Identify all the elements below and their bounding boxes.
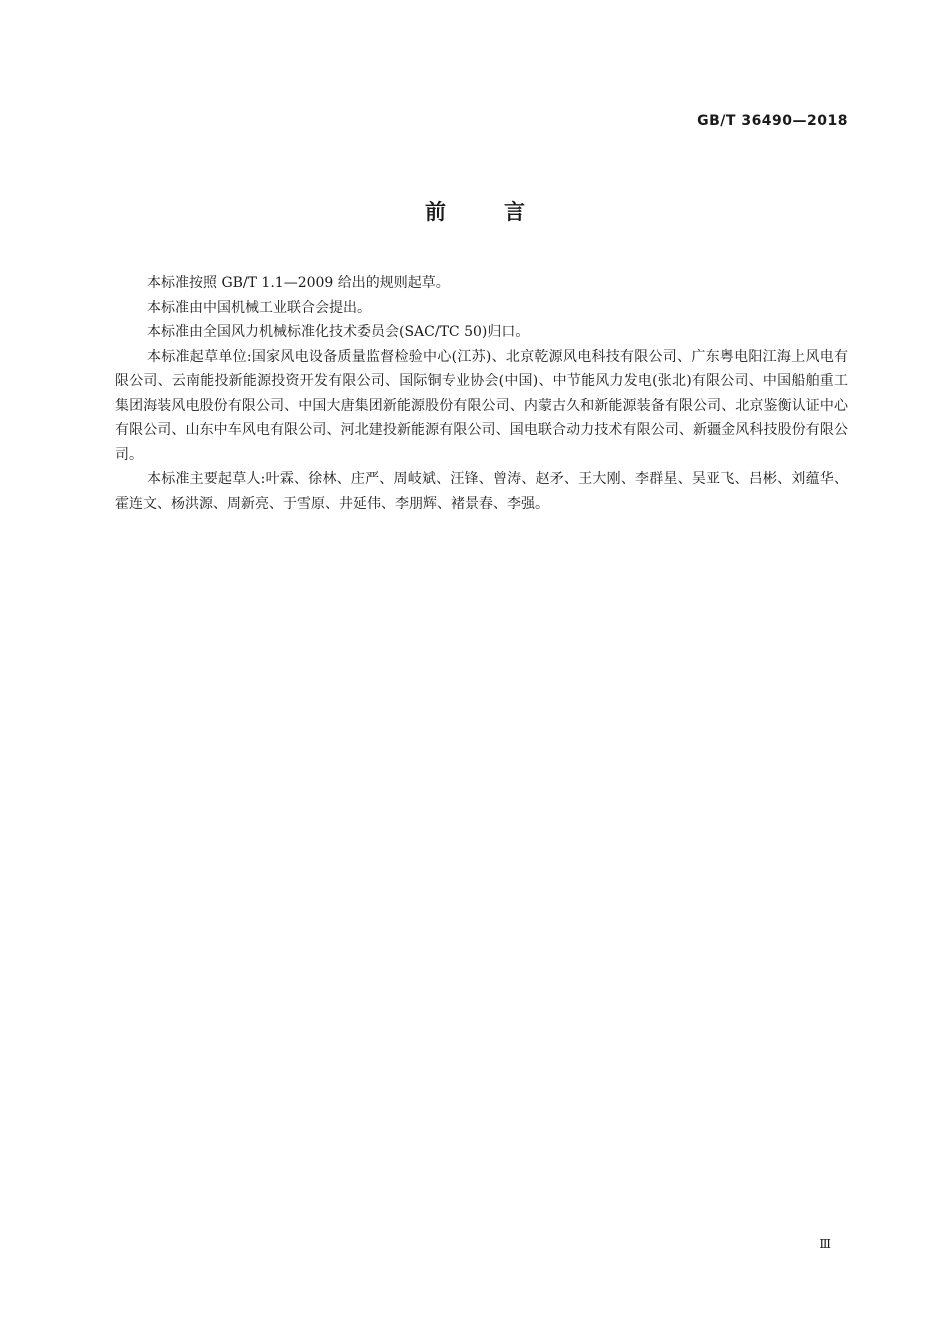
page-title: 前言 — [425, 200, 583, 224]
page-number: Ⅲ — [819, 1237, 831, 1251]
paragraph-proposer: 本标准由中国机械工业联合会提出。 — [147, 299, 371, 316]
paragraph-drafting-rules: 本标准按照 GB/T 1.1—2009 给出的规则起草。 — [147, 275, 450, 291]
paragraph-drafting-units: 本标准起草单位:国家风电设备质量监督检验中心(江苏)、北京乾源风电科技有限公司、广东粤电阳江海上风电有限公司、云南能投新能源投资开发有限公司、国际铜专业协会(中国)、中节能风力发电(张北)有限公司、中国船舶重工集团海装风电股份有限公司、中国大唐集团新能源股份有限公司、内蒙古久和新能源装备有限公司、北京鉴衡认证中心有限公司、山东中车风电有限公司、河北建投新能源有限公司、国电联合动力技术有限公司、新疆金风科技股份有限公司。 — [115, 348, 848, 463]
foreword-body — [115, 271, 848, 516]
standard-number: GB/T 36490—2018 — [697, 113, 848, 129]
paragraph-main-drafters: 本标准主要起草人:叶霖、徐林、庄严、周岐斌、汪锋、曾涛、赵矛、王大刚、李群星、吴亚飞、吕彬、刘蕴华、霍连文、杨洪源、周新亮、于雪原、井延伟、李朋辉、褚景春、李强。 — [115, 471, 848, 512]
paragraph-centralized-unit: 本标准由全国风力机械标准化技术委员会(SAC/TC 50)归口。 — [147, 324, 530, 340]
